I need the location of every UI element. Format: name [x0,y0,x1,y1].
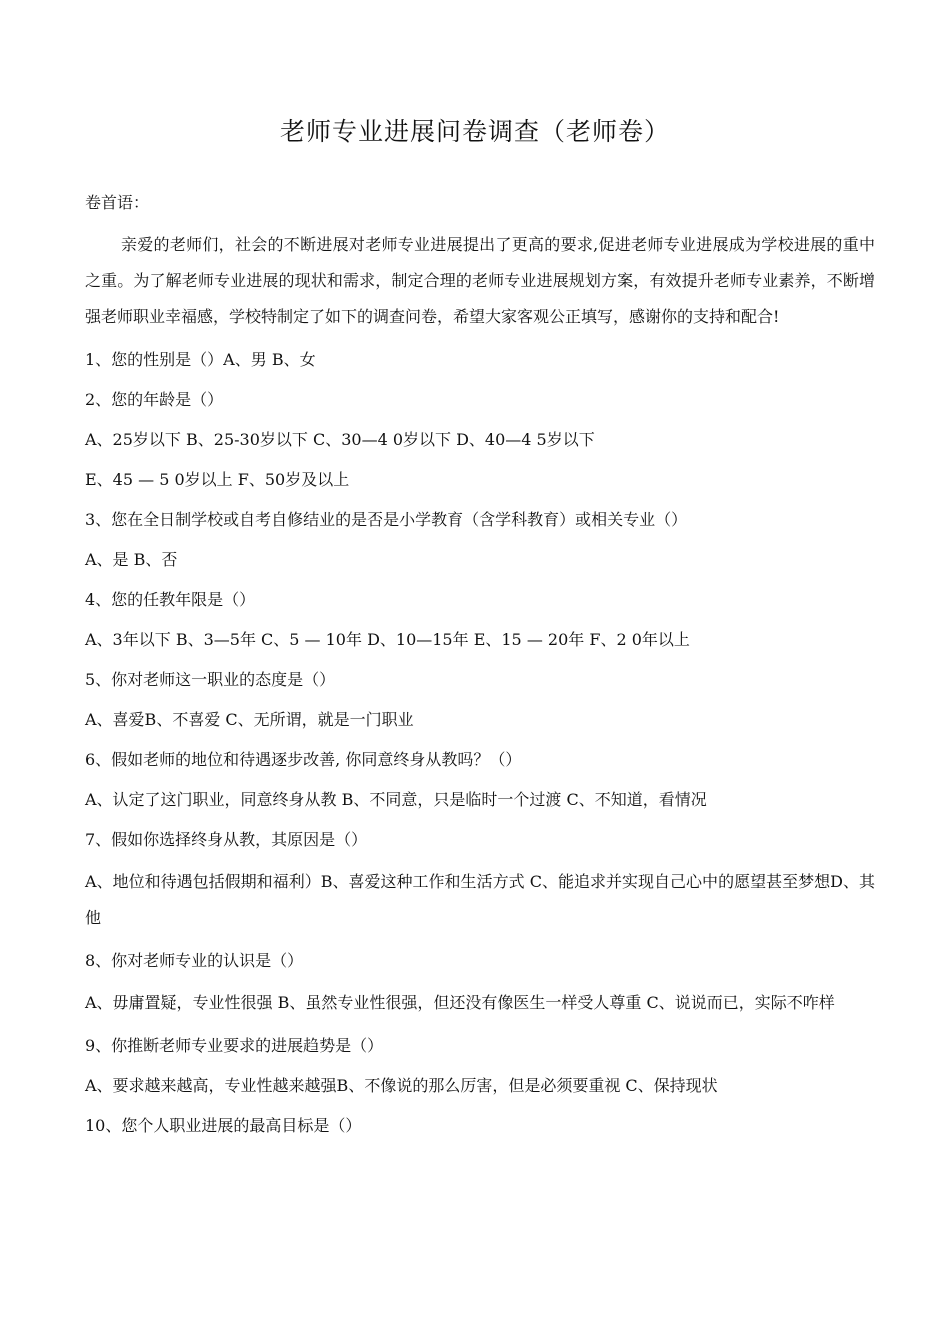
question-2-options-a: A、25岁以下 B、25-30岁以下 C、30—4 0岁以下 D、40—4 5岁以下 [85,430,595,449]
question-8-options: A、毋庸置疑，专业性很强 B、虽然专业性很强，但还没有像医生一样受人尊重 C、说说而已，实际不咋样 [85,993,835,1012]
question-5: 5、你对老师这一职业的态度是（） [85,670,336,689]
intro-paragraph: 亲爱的老师们，社会的不断进展对老师专业进展提出了更高的要求,促进老师专业进展成为学校进展的重中之重。为了解老师专业进展的现状和需求，制定合理的老师专业进展规划方案，有效提升老师专业素养，不断增强老师职业幸福感，学校特制定了如下的调查问卷，希望大家客观公正填写，感谢你的支持和配合! [85,235,875,326]
preface-label: 卷首语： [85,193,150,212]
question-3-options: A、是 B、否 [85,550,178,569]
question-8: 8、你对老师专业的认识是（） [85,951,304,970]
question-4-options: A、3年以下 B、3—5年 C、5 — 10年 D、10—15年 E、15 — 20年 F、2 0年以上 [85,630,690,649]
document-body [85,190,875,1138]
question-4: 4、您的任教年限是（） [85,590,256,609]
question-2-options-b: E、45 — 5 0岁以上 F、50岁及以上 [85,470,350,489]
question-6: 6、假如老师的地位和待遇逐步改善, 你同意终身从教吗？（） [85,750,522,769]
question-6-options: A、认定了这门职业，同意终身从教 B、不同意，只是临时一个过渡 C、不知道，看情况 [85,790,707,809]
question-7: 7、假如你选择终身从教，其原因是（） [85,830,368,849]
question-9-options: A、要求越来越高，专业性越来越强B、不像说的那么厉害，但是必须要重视 C、保持现状 [85,1076,718,1095]
question-7-options: A、地位和待遇包括假期和福利）B、喜爱这种工作和生活方式 C、能追求并实现自己心中的愿望甚至梦想D、其他 [85,872,875,927]
page-title: 老师专业进展问卷调查（老师卷） [279,117,670,146]
question-9: 9、你推断老师专业要求的进展趋势是（） [85,1036,384,1055]
question-3: 3、您在全日制学校或自考自修结业的是否是小学教育（含学科教育）或相关专业（） [85,510,688,529]
question-1: 1、您的性别是（）A、男 B、女 [85,350,316,369]
question-5-options: A、喜爱B、不喜爱 C、无所谓，就是一门职业 [85,710,414,729]
question-10: 10、您个人职业进展的最高目标是（） [85,1116,362,1135]
question-2: 2、您的年龄是（） [85,390,224,409]
